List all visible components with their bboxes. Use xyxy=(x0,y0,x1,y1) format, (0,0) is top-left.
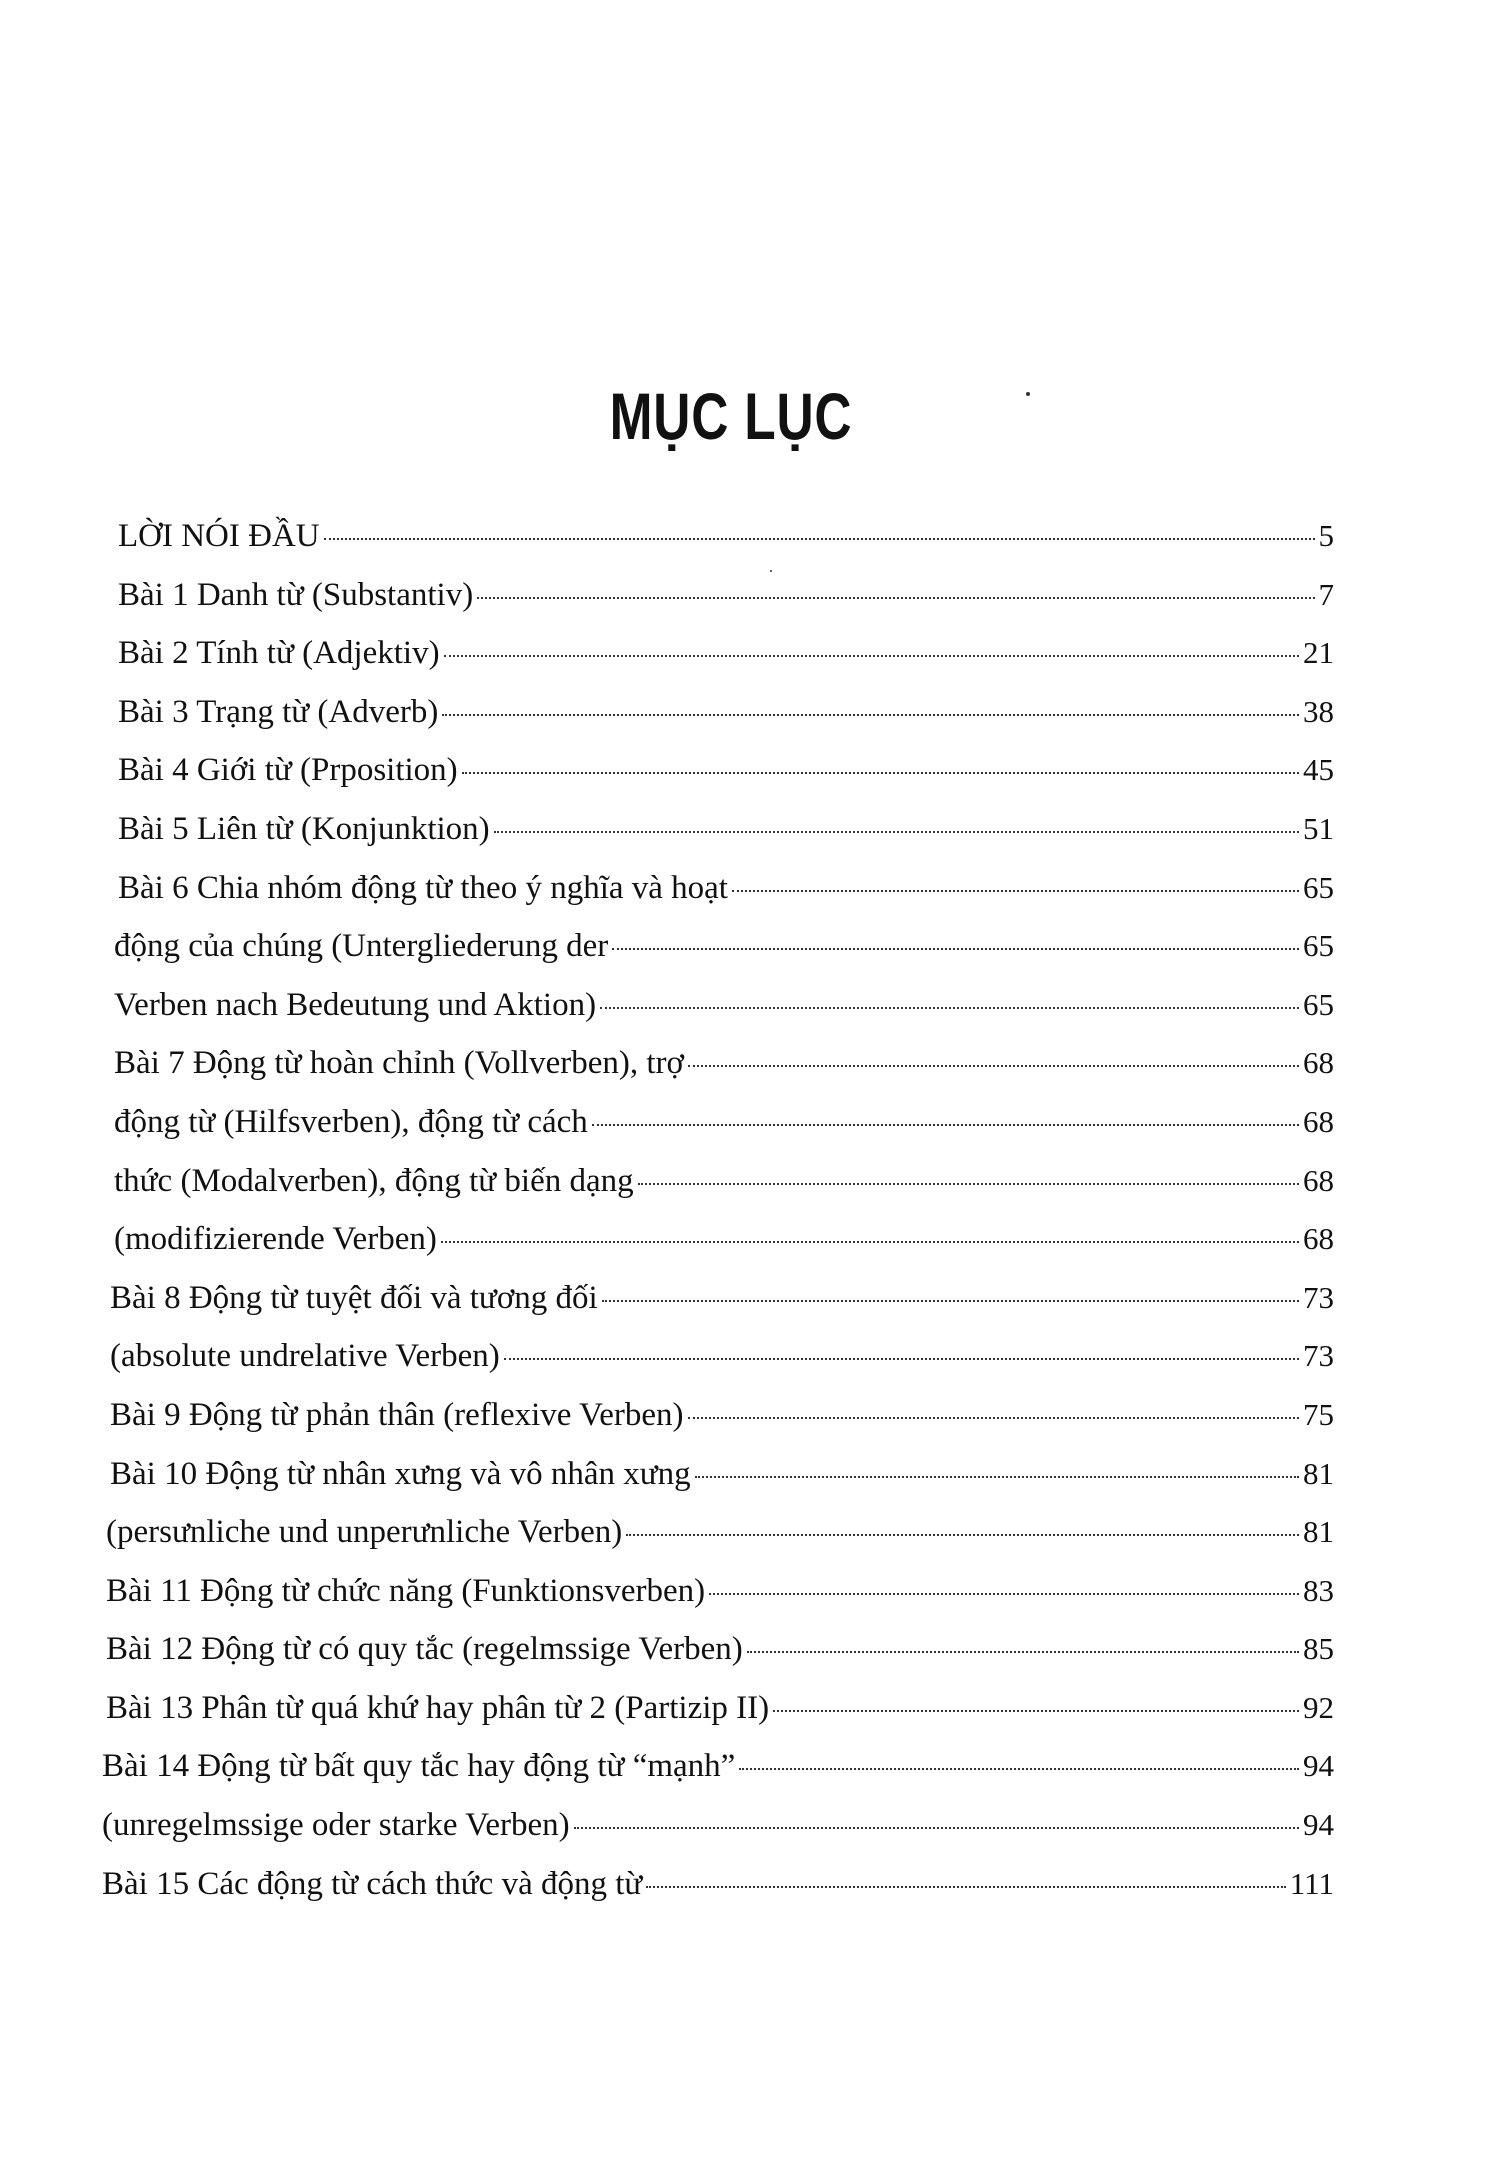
toc-entry xyxy=(114,928,1334,987)
toc-entry-page: 94 xyxy=(1303,1748,1334,1784)
dot-leader xyxy=(732,890,1299,892)
toc-entry-label: Bài 14 Động từ bất quy tắc hay động từ “mạnh” xyxy=(102,1748,736,1785)
toc-entry-label: Bài 3 Trạng từ (Adverb) xyxy=(118,693,439,730)
toc-entry-label: Bài 7 Động từ hoàn chỉnh (Vollverben), trợ xyxy=(114,1045,684,1082)
dot-leader xyxy=(739,1768,1299,1770)
toc-entry-label: động của chúng (Untergliederung der xyxy=(114,928,609,965)
dot-leader xyxy=(602,1300,1299,1302)
toc-entry-page: 73 xyxy=(1303,1338,1334,1374)
toc-entry-label: LỜI NÓI ĐẦU xyxy=(118,518,320,554)
toc-entry xyxy=(118,694,1334,753)
toc-entry-label: Bài 10 Động từ nhân xưng và vô nhân xưng xyxy=(110,1455,691,1492)
toc-entry-label: (absolute undrelative Verben) xyxy=(110,1338,500,1375)
toc-entry xyxy=(118,577,1334,636)
toc-entry-page: 65 xyxy=(1303,869,1334,905)
dot-leader xyxy=(442,714,1299,716)
toc-entry xyxy=(118,518,1334,577)
toc-entry-page: 65 xyxy=(1303,928,1334,964)
toc-entry-page: 5 xyxy=(1318,518,1334,553)
toc-entry-page: 92 xyxy=(1303,1689,1334,1725)
toc-entry xyxy=(114,1104,1334,1163)
dot-leader xyxy=(646,1886,1286,1888)
toc-entry-label: Verben nach Bedeutung und Aktion) xyxy=(114,986,597,1023)
dot-leader xyxy=(494,831,1299,833)
toc-entry-page: 73 xyxy=(1303,1279,1334,1315)
toc-entry-page: 68 xyxy=(1303,1045,1334,1081)
toc-entry-page: 111 xyxy=(1289,1865,1334,1901)
page-title: MỤC LỤC xyxy=(609,379,853,453)
dot-leader xyxy=(612,948,1299,950)
toc-entry-page: 7 xyxy=(1318,576,1334,612)
dot-leader xyxy=(477,597,1314,599)
toc-entry-label: (modifizierende Verben) xyxy=(114,1221,437,1258)
dot-leader xyxy=(444,655,1299,657)
dot-leader xyxy=(600,1007,1299,1009)
toc-entry-label: động từ (Hilfsverben), động từ cách xyxy=(114,1103,588,1140)
toc-entry xyxy=(106,1631,1334,1690)
toc-entry-label: Bài 13 Phân từ quá khứ hay phân từ 2 (Partizip II) xyxy=(106,1689,770,1726)
toc-entry-label: Bài 4 Giới từ (Prposition) xyxy=(118,752,458,789)
toc-entry-page: 81 xyxy=(1303,1514,1334,1550)
dot-leader xyxy=(688,1065,1299,1067)
dot-leader xyxy=(638,1183,1299,1185)
toc-entry-page: 68 xyxy=(1303,1162,1334,1198)
dot-leader xyxy=(324,538,1315,540)
dot-leader xyxy=(626,1534,1299,1536)
toc-entry-page: 65 xyxy=(1303,986,1334,1022)
toc-entry-page: 94 xyxy=(1303,1807,1334,1843)
toc-entry-page: 85 xyxy=(1303,1631,1334,1667)
toc-entry-label: (persưnliche und unperưnliche Verben) xyxy=(106,1514,623,1551)
dot-leader xyxy=(504,1358,1299,1360)
toc-entry xyxy=(106,1690,1334,1749)
toc-entry-page: 75 xyxy=(1303,1396,1334,1432)
toc-entry xyxy=(110,1280,1334,1339)
toc-entry-page: 68 xyxy=(1303,1221,1334,1257)
toc-entry xyxy=(114,1163,1334,1222)
dot-leader xyxy=(462,772,1299,774)
dot-leader xyxy=(592,1124,1299,1126)
dot-leader xyxy=(441,1241,1299,1243)
dot-leader xyxy=(688,1417,1299,1419)
toc-entry-page: 51 xyxy=(1303,810,1334,846)
toc-entry-label: thức (Modalverben), động từ biến dạng xyxy=(114,1162,634,1199)
toc-entry-label: Bài 11 Động từ chức năng (Funktionsverben) xyxy=(106,1572,706,1609)
toc-entry xyxy=(114,1221,1334,1280)
toc-entry-label: Bài 5 Liên từ (Konjunktion) xyxy=(118,810,490,847)
toc-entry xyxy=(114,1045,1334,1104)
toc-entry-page: 21 xyxy=(1303,635,1334,671)
toc-entry xyxy=(110,1397,1334,1456)
toc-entry-page: 81 xyxy=(1303,1455,1334,1491)
toc-entry xyxy=(102,1748,1334,1807)
toc-entry xyxy=(118,811,1334,870)
dot-leader xyxy=(574,1827,1299,1829)
toc-entry-label: Bài 15 Các động từ cách thức và động từ xyxy=(102,1865,643,1902)
toc-entry xyxy=(102,1807,1334,1866)
dot-leader xyxy=(747,1651,1299,1653)
toc-entry xyxy=(118,635,1334,694)
toc-entry-page: 68 xyxy=(1303,1103,1334,1139)
table-of-contents xyxy=(102,518,1334,1924)
toc-entry-page: 38 xyxy=(1303,693,1334,729)
dot-leader xyxy=(695,1476,1299,1478)
toc-entry-page: 45 xyxy=(1303,752,1334,788)
toc-entry-label: (unregelmssige oder starke Verben) xyxy=(102,1807,570,1844)
dot-leader xyxy=(773,1710,1299,1712)
toc-entry xyxy=(110,1338,1334,1397)
toc-entry-label: Bài 12 Động từ có quy tắc (regelmssige Verben) xyxy=(106,1631,743,1668)
toc-entry xyxy=(114,987,1334,1046)
toc-entry xyxy=(106,1514,1334,1573)
toc-entry-label: Bài 8 Động từ tuyệt đối và tương đối xyxy=(110,1279,598,1316)
toc-entry-label: Bài 6 Chia nhóm động từ theo ý nghĩa và hoạt xyxy=(118,869,728,906)
toc-entry xyxy=(106,1573,1334,1632)
toc-entry xyxy=(102,1866,1334,1925)
toc-entry xyxy=(118,752,1334,811)
toc-entry-label: Bài 9 Động từ phản thân (reflexive Verben) xyxy=(110,1396,684,1433)
toc-entry xyxy=(110,1456,1334,1515)
dot-leader xyxy=(709,1593,1299,1595)
toc-entry-label: Bài 1 Danh từ (Substantiv) xyxy=(118,576,474,613)
toc-entry-page: 83 xyxy=(1303,1572,1334,1608)
toc-entry-label: Bài 2 Tính từ (Adjektiv) xyxy=(118,635,440,672)
toc-entry xyxy=(118,870,1334,929)
